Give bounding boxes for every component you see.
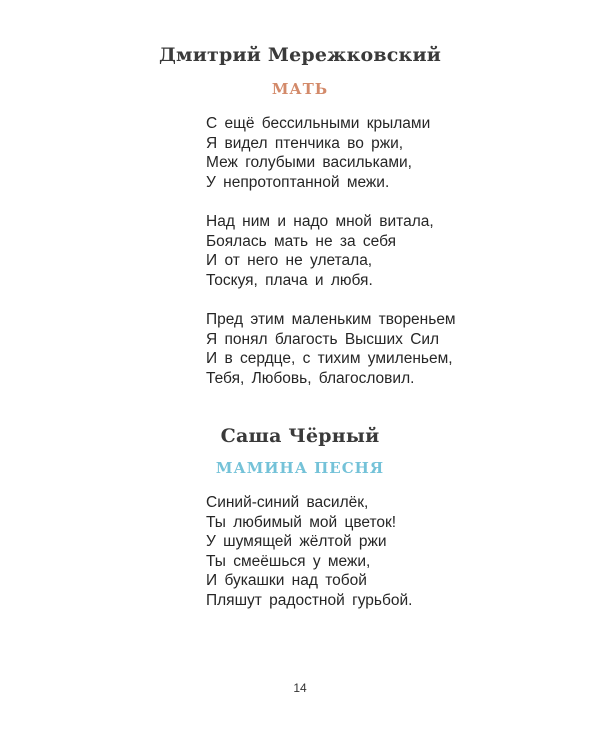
poem-1-stanza-3 — [206, 310, 526, 388]
poem-line: Над ним и надо мной витала, — [206, 212, 434, 230]
poem-line: У шумящей жёлтой ржи — [206, 533, 387, 551]
poem-2-stanza-1 — [206, 493, 526, 611]
poem-2-text — [206, 493, 526, 630]
poem-2-title: МАМИНА ПЕСНЯ — [215, 459, 385, 477]
page-number: 14 — [293, 681, 307, 695]
poem-line: Тебя, Любовь, благословил. — [206, 369, 415, 387]
poem-1-stanza-1 — [206, 114, 526, 192]
poem-line: У непротоптанной межи. — [206, 173, 390, 191]
poem-line: Я видел птенчика во ржи, — [206, 134, 404, 152]
poem-line: Тоскуя, плача и любя. — [206, 271, 373, 289]
poem-line: Пред этим маленьким твореньем — [206, 310, 456, 328]
poem-line: Ты любимый мой цветок! — [206, 513, 397, 531]
poem-line: С ещё бессильными крылами — [206, 115, 431, 132]
poem-line: И в сердце, с тихим умиленьем, — [206, 350, 453, 368]
poem-line: Ты смеёшься у межи, — [206, 552, 371, 570]
poem-line: Меж голубыми васильками, — [206, 154, 412, 172]
poem-1-text — [206, 114, 526, 408]
poem-2-author: Саша Чёрный — [220, 425, 380, 447]
poem-1-title: МАТЬ — [271, 80, 329, 98]
poem-line: Боялась мать не за себя — [206, 232, 397, 250]
poem-line: Синий-синий василёк, — [206, 494, 369, 511]
poem-line: И букашки над тобой — [206, 572, 367, 590]
poem-1-author: Дмитрий Мережковский — [158, 44, 442, 66]
poem-line: Пляшут радостной гурьбой. — [206, 591, 413, 609]
poem-line: Я понял благость Высших Сил — [206, 330, 440, 348]
poem-1-stanza-2 — [206, 212, 526, 290]
poem-line: И от него не улетала, — [206, 252, 373, 270]
